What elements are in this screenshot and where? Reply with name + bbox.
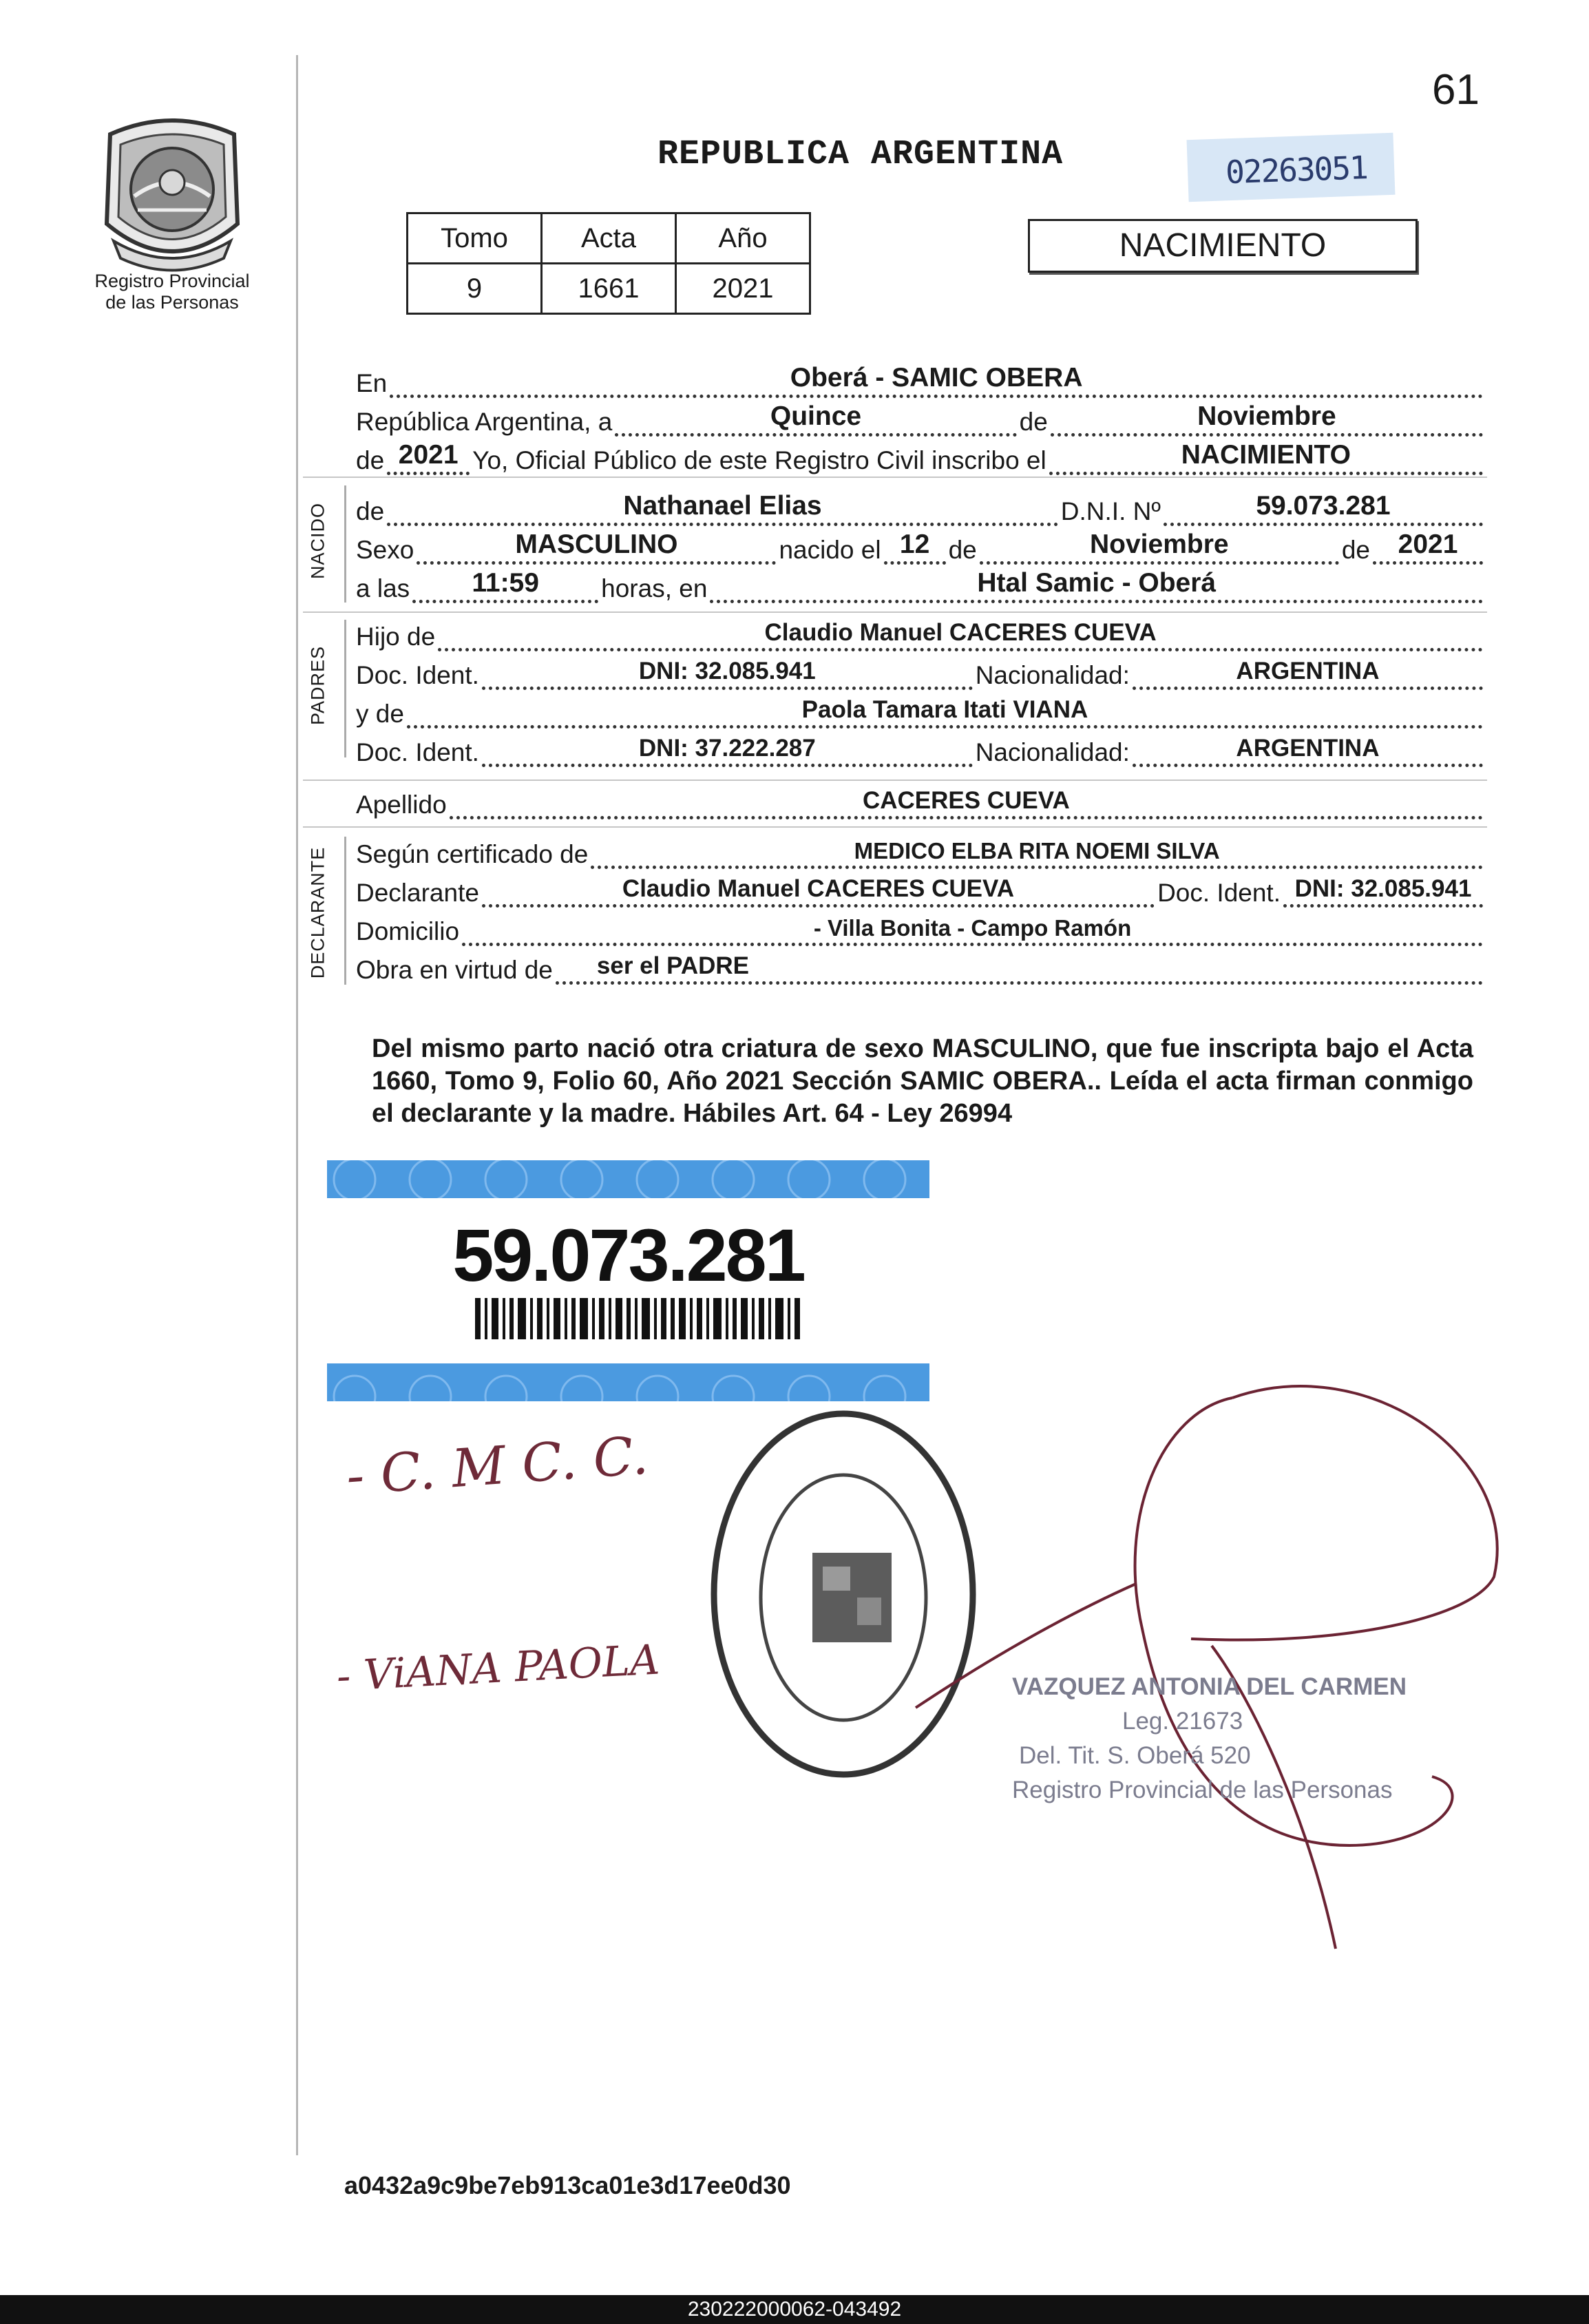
row-father-doc: Doc. Ident. DNI: 32.085.941 Nacionalidad: ARGENTINA	[356, 651, 1486, 690]
separator	[303, 477, 1487, 478]
row-birth: Sexo MASCULINO nacido el 12 de Noviembre de 2021	[356, 526, 1486, 565]
birth-year: 2021	[1398, 530, 1458, 559]
place-value: Oberá - SAMIC OBERA	[790, 363, 1083, 392]
certificate-value: MEDICO ELBA RITA NOEMI SILVA	[854, 838, 1220, 863]
capacity-value: ser el PADRE	[596, 952, 749, 979]
acta-value: 1661	[542, 264, 676, 314]
sticker-band-top	[327, 1160, 929, 1198]
row-date: República Argentina, a Quince de Noviembre	[356, 398, 1486, 437]
row-address: Domicilio - Villa Bonita - Campo Ramón	[356, 908, 1486, 946]
row-certificate: Según certificado de MEDICO ELBA RITA NOEMI SILVA	[356, 830, 1486, 869]
anio-value: 2021	[676, 264, 810, 314]
birth-time: 11:59	[472, 568, 539, 598]
row-mother: y de Paola Tamara Itati VIANA	[356, 690, 1486, 729]
official-name: VAZQUEZ ANTONIA DEL CARMEN	[1012, 1673, 1407, 1700]
row-place: En Oberá - SAMIC OBERA	[356, 359, 1486, 398]
official-stamp-seal	[714, 1414, 973, 1775]
day-value: Quince	[770, 401, 862, 431]
separator	[303, 826, 1487, 828]
margin-line	[296, 55, 298, 2155]
father-nationality: ARGENTINA	[1236, 658, 1380, 684]
acta-header: Acta	[542, 213, 676, 264]
document-hash: a0432a9c9be7eb913ca01e3d17ee0d30	[344, 2171, 791, 2199]
year-value: 2021	[398, 440, 459, 470]
declarant-name: Claudio Manuel CACERES CUEVA	[622, 875, 1015, 902]
tomo-value: 9	[408, 264, 542, 314]
section-declarante-line	[344, 837, 346, 985]
footer-id: 230222000062-043492	[0, 2295, 1589, 2324]
observation-note: Del mismo parto nació otra criatura de sexo MASCULINO, que fue inscripta bajo el Acta 1660, Tomo 9, Folio 60, Año 2021 Sección SAMIC OBERA.. Leída el acta firman conmigo el declarante y la madre. Hábiles Art. 64 - Ley 26994	[372, 1034, 1473, 1128]
row-capacity: Obra en virtud de ser el PADRE	[356, 946, 1486, 985]
address-value: - Villa Bonita - Campo Ramón	[813, 915, 1132, 941]
row-father: Hijo de Claudio Manuel CACERES CUEVA	[356, 613, 1486, 651]
declarant-doc: DNI: 32.085.941	[1294, 875, 1472, 902]
father-name: Claudio Manuel CACERES CUEVA	[764, 619, 1157, 646]
tomo-header: Tomo	[408, 213, 542, 264]
surname-value: CACERES CUEVA	[862, 787, 1070, 814]
row-mother-doc: Doc. Ident. DNI: 37.222.287 Nacionalidad: ARGENTINA	[356, 729, 1486, 767]
serial-number: 02263051	[1225, 149, 1368, 191]
serial-sticker	[1187, 133, 1396, 202]
birth-place: Htal Samic - Oberá	[977, 568, 1217, 598]
child-name: Nathanael Elias	[623, 491, 822, 521]
row-act: de 2021 Yo, Oficial Público de este Registro Civil inscribo el NACIMIENTO	[356, 437, 1486, 475]
section-nacido-label: NACIDO	[307, 503, 328, 580]
birth-month: Noviembre	[1090, 530, 1229, 559]
row-name: de Nathanael Elias D.N.I. Nº 59.073.281	[356, 488, 1486, 526]
section-padres-line	[344, 620, 346, 757]
registry-table	[406, 212, 811, 315]
document-title: REPUBLICA ARGENTINA	[657, 135, 1064, 174]
section-nacido-line	[344, 485, 346, 603]
row-time: a las 11:59 horas, en Htal Samic - Oberá	[356, 565, 1486, 603]
record-type-box: NACIMIENTO	[1028, 219, 1418, 273]
dni-sticker-number: 59.073.281	[452, 1213, 804, 1297]
row-declarant: Declarante Claudio Manuel CACERES CUEVA Doc. Ident. DNI: 32.085.941	[356, 869, 1486, 908]
father-signature	[344, 1425, 650, 1507]
row-surname: Apellido CACERES CUEVA	[356, 781, 1486, 819]
official-position: Del. Tit. S. Oberá 520	[1019, 1742, 1251, 1769]
section-padres-label: PADRES	[307, 645, 328, 726]
mother-doc: DNI: 37.222.287	[638, 735, 816, 762]
father-doc: DNI: 32.085.941	[638, 658, 816, 684]
province-seal-logo	[96, 114, 248, 272]
official-stamp-text	[1012, 1670, 1407, 1808]
mother-nationality: ARGENTINA	[1236, 735, 1380, 762]
anio-header: Año	[676, 213, 810, 264]
mother-signature-text: - ViANA PAOLA	[335, 1635, 661, 1701]
father-signature-text: - C. M C. C.	[344, 1424, 651, 1507]
official-registry: Registro Provincial de las Personas	[1012, 1777, 1393, 1803]
sex-value: MASCULINO	[515, 530, 678, 559]
month-value: Noviembre	[1197, 401, 1336, 431]
official-leg: Leg. 21673	[1122, 1708, 1243, 1735]
mother-name: Paola Tamara Itati VIANA	[801, 696, 1088, 723]
section-declarante-label: DECLARANTE	[307, 846, 328, 979]
barcode	[475, 1298, 806, 1339]
sticker-band-bottom	[327, 1363, 929, 1401]
page-number: 61	[1432, 66, 1480, 114]
act-value: NACIMIENTO	[1181, 440, 1351, 470]
signature-flourish	[916, 1386, 1497, 1949]
issuer-name: Registro Provincial de las Personas	[94, 271, 250, 313]
child-dni: 59.073.281	[1256, 491, 1391, 521]
birth-day: 12	[899, 530, 930, 559]
mother-signature	[335, 1635, 661, 1700]
